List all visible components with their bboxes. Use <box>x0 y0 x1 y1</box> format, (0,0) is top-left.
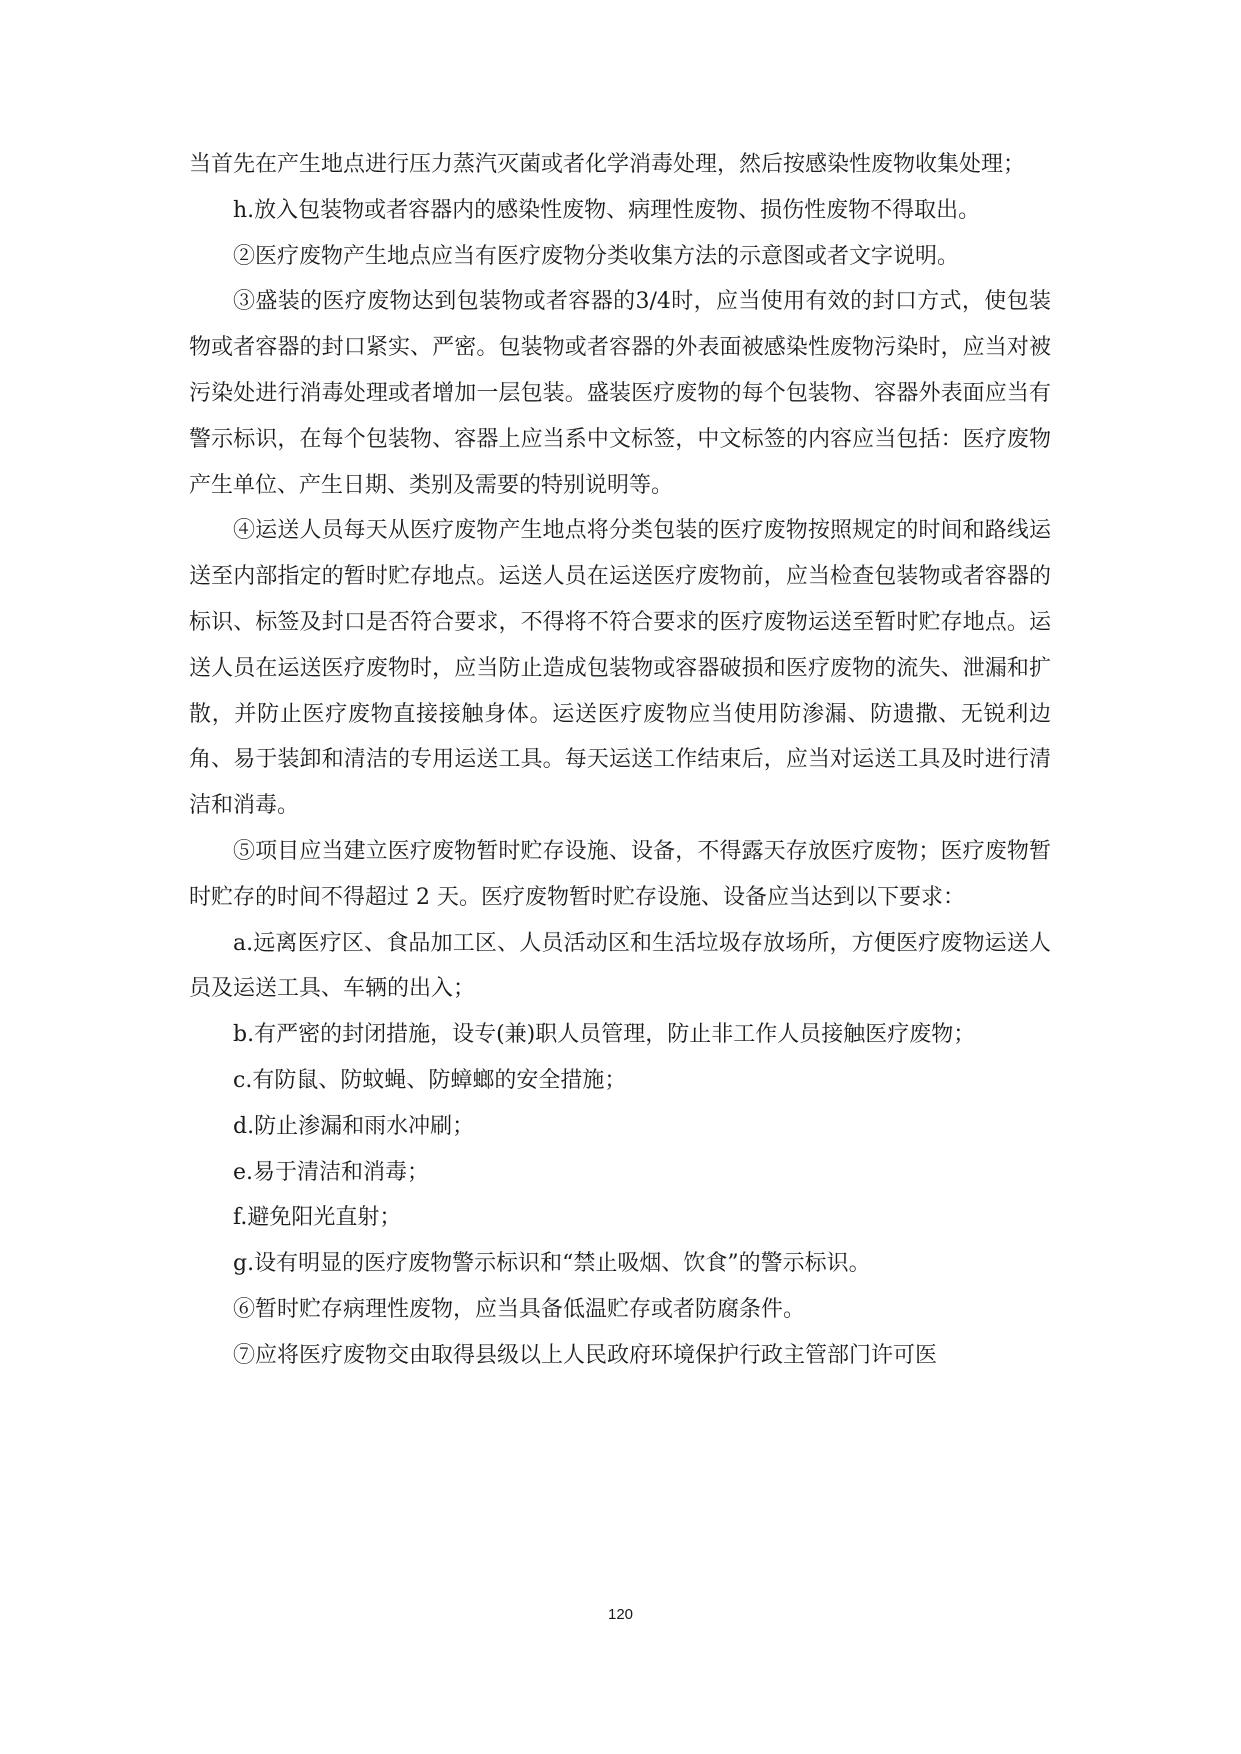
paragraph-9: c.有防鼠、防蚊蝇、防蟑螂的安全措施； <box>233 1067 627 1093</box>
body-text <box>189 142 1051 1379</box>
paragraph-5: ④运送人员每天从医疗废物产生地点将分类包装的医疗废物按照规定的时间和路线运送至内部指定的暂时贮存地点。运送人员在运送医疗废物前，应当检查包装物或者容器的标识、标签及封口是否符合要求，不得将不符合要求的医疗废物运送至暂时贮存地点。运送人员在运送医疗废物时，应当防止造成包装物或容器破损和医疗废物的流失、泄漏和扩散，并防止医疗废物直接接触身体。运送医疗废物应当使用防渗漏、防遗撒、无锐利边角、易于装卸和清洁的专用运送工具。每天运送工作结束后，应当对运送工具及时进行清洁和消毒。 <box>189 518 1051 819</box>
paragraph-14: ⑥暂时贮存病理性废物，应当具备低温贮存或者防腐条件。 <box>233 1296 806 1322</box>
paragraph-2: h.放入包装物或者容器内的感染性废物、病理性废物、损伤性废物不得取出。 <box>233 197 981 223</box>
paragraph-3: ②医疗废物产生地点应当有医疗废物分类收集方法的示意图或者文字说明。 <box>233 243 960 269</box>
paragraph-11: e.易于清洁和消毒； <box>233 1159 430 1185</box>
paragraph-15: ⑦应将医疗废物交由取得县级以上人民政府环境保护行政主管部门许可医 <box>233 1342 938 1368</box>
paragraph-13: g.设有明显的医疗废物警示标识和“禁止吸烟、饮食”的警示标识。 <box>233 1251 871 1277</box>
paragraph-6: ⑤项目应当建立医疗废物暂时贮存设施、设备，不得露天存放医疗废物；医疗废物暂时贮存的时间不得超过 2 天。医疗废物暂时贮存设施、设备应当达到以下要求： <box>189 838 1051 910</box>
paragraph-7: a.远离医疗区、食品加工区、人员活动区和生活垃圾存放场所，方便医疗废物运送人员及运送工具、车辆的出入； <box>189 930 1051 1002</box>
paragraph-12: f.避免阳光直射； <box>233 1205 402 1231</box>
paragraph-10: d.防止渗漏和雨水冲刷； <box>233 1113 475 1139</box>
paragraph-8: b.有严密的封闭措施，设专(兼)职人员管理，防止非工作人员接触医疗废物； <box>233 1022 976 1048</box>
page-number: 120 <box>607 1606 634 1623</box>
paragraph-1: 当首先在产生地点进行压力蒸汽灭菌或者化学消毒处理，然后按感染性废物收集处理； <box>189 152 1026 177</box>
paragraph-4: ③盛装的医疗废物达到包装物或者容器的3/4时，应当使用有效的封口方式，使包装物或者容器的封口紧实、严密。包装物或者容器的外表面被感染性废物污染时，应当对被污染处进行消毒处理或者增加一层包装。盛装医疗废物的每个包装物、容器外表面应当有警示标识，在每个包装物、容器上应当系中文标签，中文标签的内容应当包括：医疗废物产生单位、产生日期、类别及需要的特别说明等。 <box>189 289 1051 498</box>
